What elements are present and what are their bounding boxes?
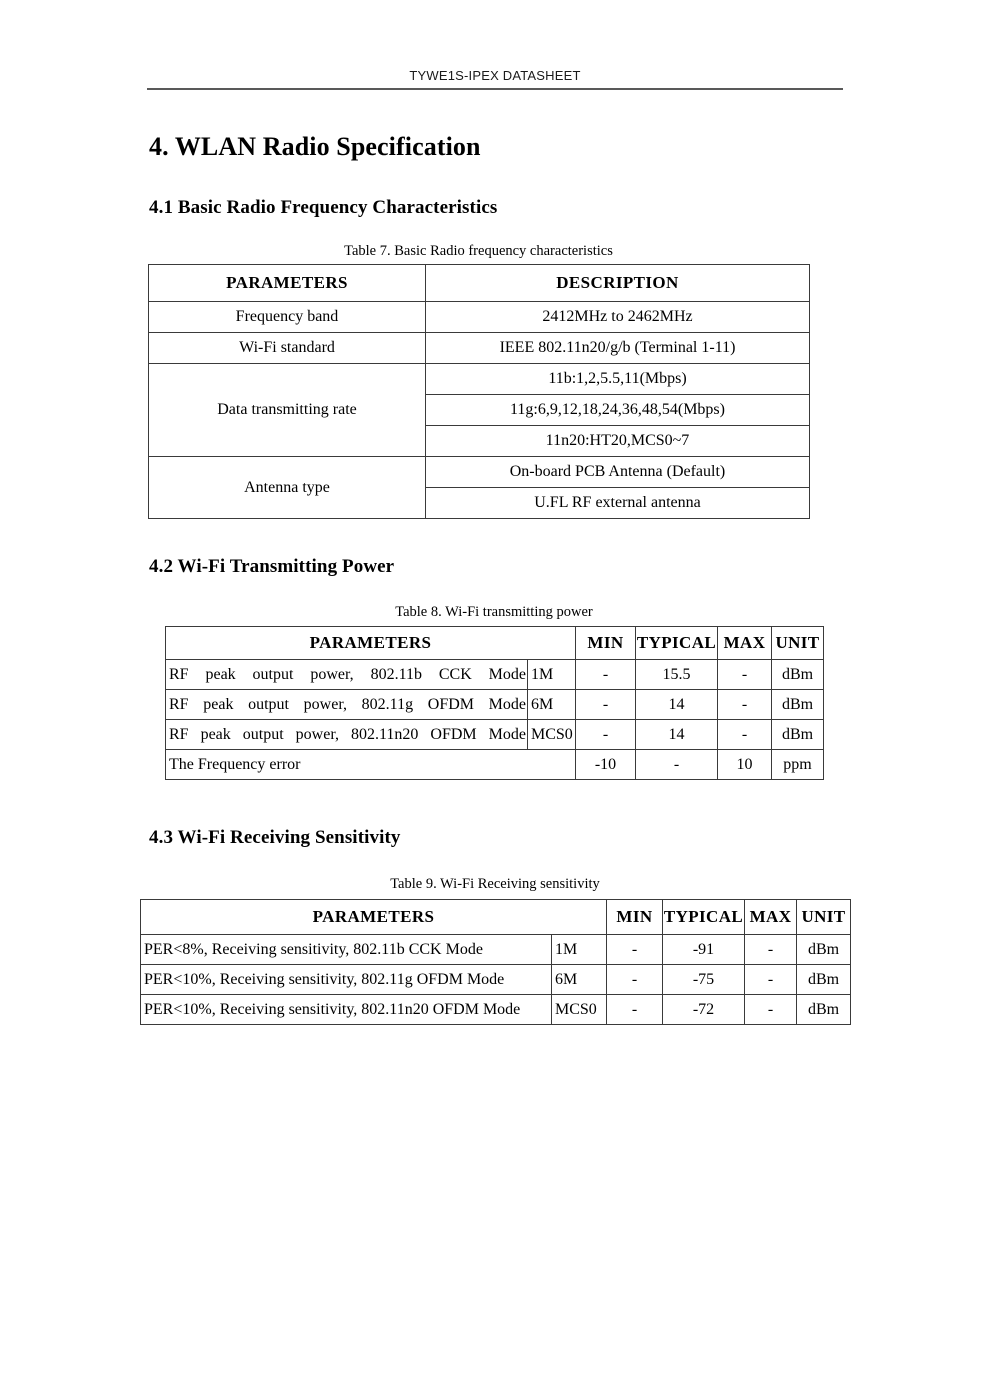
table8-param-frequency-error: The Frequency error [166,750,576,780]
table-row [166,690,824,720]
table9-header-parameters: PARAMETERS [141,900,607,935]
table9-max-11n20: - [745,995,797,1025]
table9-min-11b: - [607,935,663,965]
table8-param-11n20: RF peak output power, 802.11n20 OFDM Mode [166,720,528,750]
table9-unit-11n20: dBm [797,995,851,1025]
table8-min-11g: - [576,690,636,720]
table7-header-description: DESCRIPTION [426,265,810,302]
table8-max-11b: - [718,660,772,690]
table9-rate-11g: 6M [552,965,607,995]
table-row [149,333,810,364]
table9-header-min: MIN [607,900,663,935]
table7-param-antenna-type: Antenna type [149,457,426,519]
table-row [166,660,824,690]
table7-desc-antenna-ufl: U.FL RF external antenna [426,488,810,519]
table9-header-typical: TYPICAL [663,900,745,935]
table-header-row [149,265,810,302]
subsection-title-4-3: 4.3 Wi-Fi Receiving Sensitivity [149,827,401,848]
table9-rate-11b: 1M [552,935,607,965]
table9-typical-11b: -91 [663,935,745,965]
page-header [147,68,843,90]
table9-typical-11g: -75 [663,965,745,995]
table8-min-11n20: - [576,720,636,750]
table-wifi-transmitting-power [165,626,824,780]
table7-param-frequency-band: Frequency band [149,302,426,333]
table7-desc-antenna-pcb: On-board PCB Antenna (Default) [426,457,810,488]
table-row [166,720,824,750]
table8-typical-11b: 15.5 [636,660,718,690]
header-rule [147,88,843,90]
table9-param-11n20: PER<10%, Receiving sensitivity, 802.11n20 OFDM Mode [141,995,552,1025]
table7-desc-frequency-band: 2412MHz to 2462MHz [426,302,810,333]
table8-typical-frequency-error: - [636,750,718,780]
table7-desc-data-rate-11n20: 11n20:HT20,MCS0~7 [426,426,810,457]
table-header-row [166,627,824,660]
table7-desc-wifi-standard: IEEE 802.11n20/g/b (Terminal 1-11) [426,333,810,364]
table-row [149,302,810,333]
table-header-row [141,900,851,935]
table9-max-11g: - [745,965,797,995]
table8-max-frequency-error: 10 [718,750,772,780]
table8-max-11n20: - [718,720,772,750]
table9-param-11b: PER<8%, Receiving sensitivity, 802.11b CCK Mode [141,935,552,965]
table8-header-typical: TYPICAL [636,627,718,660]
section-title: 4. WLAN Radio Specification [149,132,481,161]
table7-desc-data-rate-11g: 11g:6,9,12,18,24,36,48,54(Mbps) [426,395,810,426]
table7-caption: Table 7. Basic Radio frequency characteristics [344,243,613,259]
table-wifi-receiving-sensitivity [140,899,851,1025]
table8-typical-11n20: 14 [636,720,718,750]
subsection-title-4-2: 4.2 Wi-Fi Transmitting Power [149,556,395,577]
running-header-title: TYWE1S-IPEX DATASHEET [409,68,581,83]
table8-unit-11n20: dBm [772,720,824,750]
table9-unit-11b: dBm [797,935,851,965]
table8-header-parameters: PARAMETERS [166,627,576,660]
table9-unit-11g: dBm [797,965,851,995]
table-row [141,965,851,995]
table9-max-11b: - [745,935,797,965]
table8-header-max: MAX [718,627,772,660]
table9-rate-11n20: MCS0 [552,995,607,1025]
table9-header-unit: UNIT [797,900,851,935]
table8-param-11g: RF peak output power, 802.11g OFDM Mode [166,690,528,720]
table8-unit-11b: dBm [772,660,824,690]
table-row [166,750,824,780]
table8-rate-11b: 1M [528,660,576,690]
table7-header-parameters: PARAMETERS [149,265,426,302]
table9-caption: Table 9. Wi-Fi Receiving sensitivity [390,876,600,892]
table8-typical-11g: 14 [636,690,718,720]
table8-rate-11g: 6M [528,690,576,720]
table-row [141,995,851,1025]
table8-header-min: MIN [576,627,636,660]
table9-min-11n20: - [607,995,663,1025]
table8-param-11b: RF peak output power, 802.11b CCK Mode [166,660,528,690]
table8-caption: Table 8. Wi-Fi transmitting power [395,604,593,620]
table-row [149,364,810,395]
table-row [141,935,851,965]
table8-header-unit: UNIT [772,627,824,660]
table8-unit-frequency-error: ppm [772,750,824,780]
table7-param-data-rate: Data transmitting rate [149,364,426,457]
table-basic-radio-frequency [148,264,810,519]
table8-rate-11n20: MCS0 [528,720,576,750]
table8-unit-11g: dBm [772,690,824,720]
table9-min-11g: - [607,965,663,995]
table9-typical-11n20: -72 [663,995,745,1025]
table9-header-max: MAX [745,900,797,935]
table7-param-wifi-standard: Wi-Fi standard [149,333,426,364]
table8-max-11g: - [718,690,772,720]
table7-desc-data-rate-11b: 11b:1,2,5.5,11(Mbps) [426,364,810,395]
table8-min-11b: - [576,660,636,690]
table9-param-11g: PER<10%, Receiving sensitivity, 802.11g OFDM Mode [141,965,552,995]
table-row [149,457,810,488]
subsection-title-4-1: 4.1 Basic Radio Frequency Characteristics [149,197,498,218]
table8-min-frequency-error: -10 [576,750,636,780]
